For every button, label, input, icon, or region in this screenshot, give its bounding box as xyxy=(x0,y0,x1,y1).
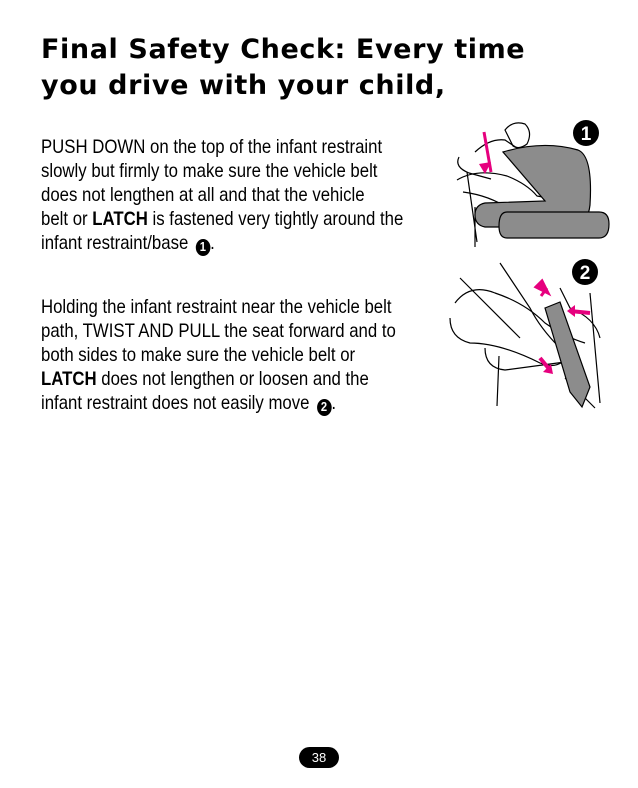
text-line xyxy=(41,231,403,256)
title-line-1: Final Safety Check: Every time xyxy=(41,34,526,65)
text-line xyxy=(41,207,403,231)
text-line: path, TWIST AND PULL the seat forward and to xyxy=(41,320,396,342)
title-line-2: you drive with your child, xyxy=(41,70,446,101)
push-down-illustration xyxy=(445,112,610,247)
text-segment: belt or xyxy=(41,208,93,230)
page-number: 38 xyxy=(299,747,339,768)
page-title xyxy=(41,32,525,104)
latch-bold: LATCH xyxy=(92,208,148,230)
svg-text:1: 1 xyxy=(580,124,592,145)
svg-text:2: 2 xyxy=(579,263,591,284)
text-line xyxy=(41,391,396,416)
text-line xyxy=(41,367,396,391)
text-segment: infant restraint does not easily move xyxy=(41,392,315,414)
figure-ref-badge: 1 xyxy=(196,239,211,256)
text-segment: is fastened very tightly around the xyxy=(147,208,404,230)
text-line: both sides to make sure the vehicle belt or xyxy=(41,344,356,366)
twist-and-pull-illustration xyxy=(445,258,610,413)
text-line: Holding the infant restraint near the vehicle belt xyxy=(41,296,392,318)
latch-bold: LATCH xyxy=(41,368,97,390)
text-segment: does not lengthen or loosen and the xyxy=(96,368,369,390)
step-2-paragraph xyxy=(41,295,454,416)
figure-ref-badge: 2 xyxy=(317,399,332,416)
step-1-paragraph xyxy=(41,135,462,256)
text-segment: . xyxy=(210,232,215,254)
text-line: does not lengthen at all and that the vehicle xyxy=(41,184,365,206)
text-line: PUSH DOWN on the top of the infant restraint xyxy=(41,136,383,158)
text-segment: infant restraint/base xyxy=(41,232,193,254)
text-segment: . xyxy=(331,392,336,414)
text-line: slowly but firmly to make sure the vehicle belt xyxy=(41,160,378,182)
